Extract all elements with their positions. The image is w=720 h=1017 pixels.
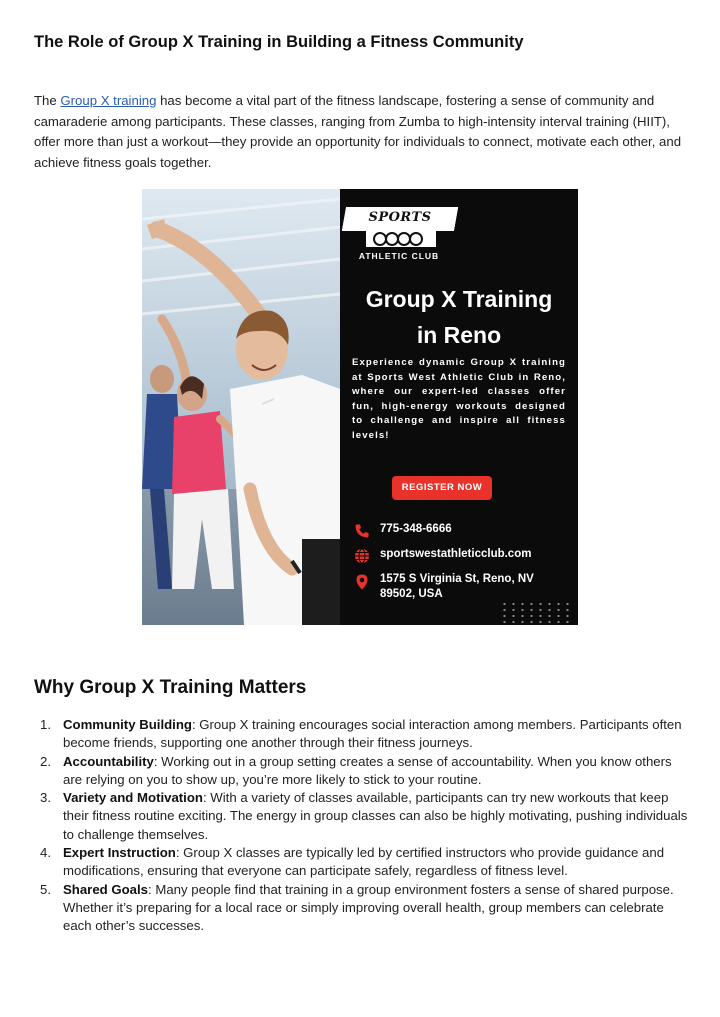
list-item-heading: Accountability <box>63 753 154 769</box>
list-number: 5. <box>40 881 51 897</box>
article-title: The Role of Group X Training in Building a Fitness Community <box>34 33 524 51</box>
list-item-text: : Many people find that training in a group environment fosters a sense of shared purpose. Whether it’s preparing for a local race or simply improving overall health, group members can celebrate each other’s successes. <box>63 881 674 934</box>
list-item <box>34 881 694 936</box>
banner-info-panel <box>340 189 578 625</box>
banner-title <box>340 281 578 353</box>
banner-title-line2: in Reno <box>416 322 502 348</box>
promo-banner <box>142 189 578 625</box>
banner-description: Experience dynamic Group X training at Sports West Athletic Club in Reno, where our expert-led classes offer fun, high-energy workouts designed to challenge and inspire all fitness levels! <box>352 357 566 441</box>
list-item <box>34 844 694 881</box>
map-pin-icon <box>354 573 370 591</box>
fitness-class-photo <box>142 189 340 625</box>
list-item-heading: Variety and Motivation <box>63 790 203 806</box>
list-item-heading: Shared Goals <box>63 881 149 897</box>
list-item-heading: Expert Instruction <box>63 845 176 861</box>
intro-paragraph <box>34 91 694 173</box>
address-line2: 89502, USA <box>380 588 443 600</box>
intro-prefix: The <box>34 93 61 108</box>
list-item-text: : Group X classes are typically led by certified instructors who provide guidance and modifications, ensuring that everyone can participate safely, regardless of fitness level. <box>63 845 665 879</box>
club-name: ATHLETIC CLUB <box>358 251 440 261</box>
fitness-class-photo-illustration <box>142 189 340 625</box>
banner-title-line1: Group X Training <box>365 286 553 312</box>
website-url[interactable]: sportswestathleticclub.com <box>380 548 532 560</box>
list-item <box>34 716 694 753</box>
list-item-text: : Working out in a group setting creates a sense of accountability. When you know others are relying on you to show up, you’re more likely to stick to your routine. <box>63 753 672 787</box>
section-title: Why Group X Training Matters <box>34 677 307 698</box>
globe-icon <box>354 548 370 564</box>
phone-number[interactable]: 775-348-6666 <box>380 523 452 535</box>
logo-rings-icon <box>366 229 436 249</box>
list-item-text: : Group X training encourages social interaction among members. Participants often become friends, supporting one another through their fitness journeys. <box>63 717 682 751</box>
list-item <box>34 753 694 790</box>
list-item-text: : With a variety of classes available, participants can try new workouts that keep their fitness routine exciting. The energy in group classes can also be highly motivating, pushing individuals to challenge themselves. <box>63 790 688 842</box>
reasons-list <box>34 716 694 936</box>
address <box>380 572 578 602</box>
decorative-dots <box>500 601 572 623</box>
list-number: 1. <box>40 717 51 732</box>
list-number: 4. <box>40 845 51 861</box>
sports-west-logo: SPORTS <box>368 210 432 225</box>
group-x-training-link[interactable]: Group X training <box>60 93 157 108</box>
register-now-button[interactable]: REGISTER NOW <box>392 476 492 500</box>
intro-text: has become a vital part of the fitness landscape, fostering a sense of community and camaraderie among participants. These classes, ranging from Zumba to high-intensity interval training (HIIT), offer more than just a workout—they provide an opportunity for individuals to connect, motivate each other, and achieve fitness goals together. <box>34 93 682 170</box>
list-number: 3. <box>40 790 51 806</box>
list-number: 2. <box>40 753 51 769</box>
list-item-heading: Community Building <box>63 717 192 732</box>
list-item <box>34 789 694 844</box>
phone-icon <box>354 523 370 539</box>
address-line1: 1575 S Virginia St, Reno, NV <box>380 573 534 585</box>
